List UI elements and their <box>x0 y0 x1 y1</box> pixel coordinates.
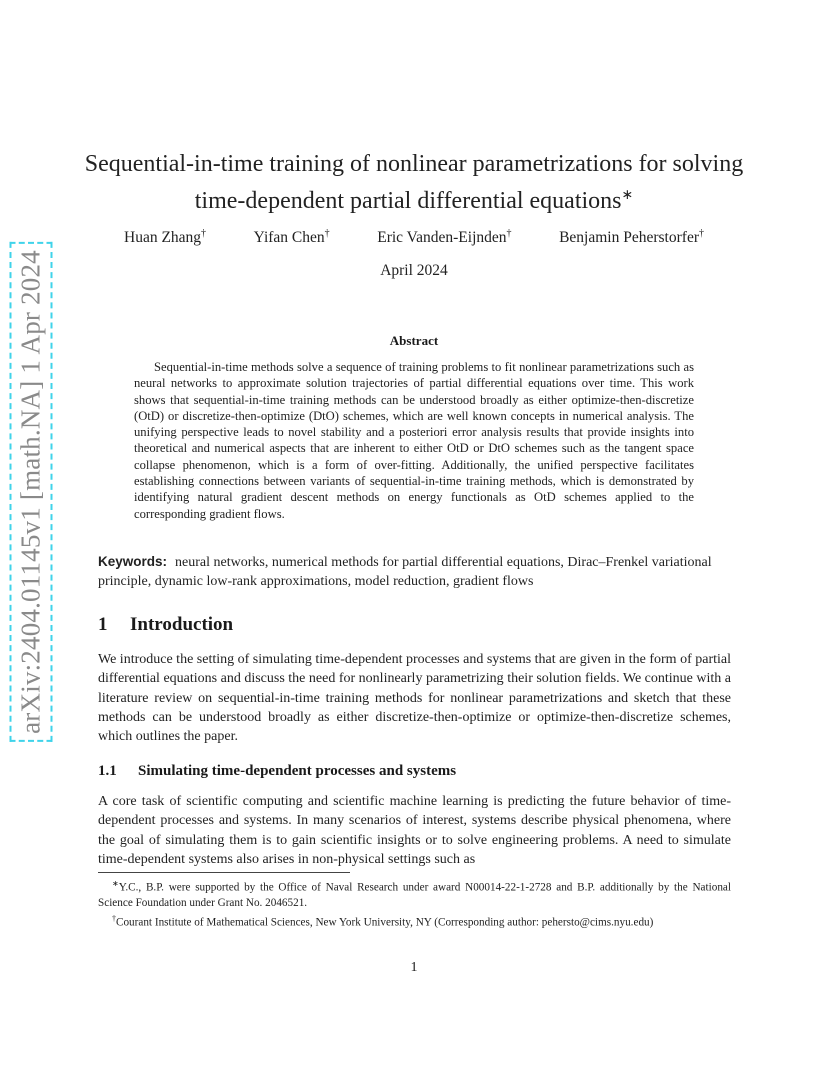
title-line-2: time-dependent partial differential equations∗ <box>194 188 634 214</box>
title-line-1: Sequential-in-time training of nonlinear parametrizations for solving <box>84 151 744 177</box>
author: Eric Vanden-Eijnden† <box>377 228 512 247</box>
author-list <box>100 228 728 247</box>
subsection-heading <box>98 763 456 780</box>
author: Yifan Chen† <box>253 228 330 247</box>
author: Benjamin Peherstorfer† <box>559 228 704 247</box>
section-number: 1 <box>98 614 108 635</box>
keywords-label: Keywords: <box>98 554 168 569</box>
keywords-text: neural networks, numerical methods for partial differential equations, Dirac–Frenkel variational principle, dynamic low-rank approximations, model reduction, gradient flows <box>98 555 712 589</box>
author: Huan Zhang† <box>124 228 207 247</box>
section-heading <box>98 614 233 636</box>
abstract-heading: Abstract <box>389 333 439 348</box>
footnote: †Courant Institute of Mathematical Sciences, New York University, NY (Corresponding author: pehersto@cims.nyu.edu) <box>112 914 654 929</box>
arxiv-stamp[interactable] <box>8 238 54 746</box>
subsection-number: 1.1 <box>98 763 117 779</box>
arxiv-stamp-text[interactable]: arXiv:2404.01145v1 [math.NA] 1 Apr 2024 <box>10 242 53 742</box>
intro-paragraph: We introduce the setting of simulating time-dependent processes and systems that are given in the form of partial differential equations and discuss the need for nonlinearly parametrizing their solution fields. We continue with a literature review on sequential-in-time training methods for nonlinear parametrizations and sketch that these methods can be understood broadly as either discretize-then-optimize or optimize-then-discretize schemes, which outlines the paper. <box>98 652 731 745</box>
section-title: Introduction <box>130 614 234 635</box>
keywords <box>98 552 731 591</box>
paper-title <box>80 148 748 217</box>
subsection-title: Simulating time-dependent processes and systems <box>138 763 457 779</box>
paper-date: April 2024 <box>380 262 448 279</box>
footnote: ∗Y.C., B.P. were supported by the Office of Naval Research under award N00014-22-1-2728 and B.P. additionally by the National Science Foundation under Grant No. 2046521. <box>98 879 731 909</box>
footnote-rule <box>98 872 350 873</box>
footnotes <box>98 876 731 931</box>
abstract-text: Sequential-in-time methods solve a sequence of training problems to fit nonlinear parametrizations such as neural networks to approximate solution trajectories of partial differential equations over time. This work shows that sequential-in-time training methods can be understood broadly as either optimize-then-discretize (OtD) or discretize-then-optimize (DtO) schemes, which are well known concepts in numerical analysis. The unifying perspective leads to novel stability and a posteriori error analysis results that provide insights into theoretical and numerical aspects that are inherent to either OtD or DtO schemes such as the tangent space collapse phenomenon, which is a form of over-fitting. Additionally, the unified perspective facilitates establishing connections between variants of sequential-in-time training methods, which is demonstrated by identifying natural gradient descent methods on energy functionals as OtD schemes applied to the corresponding gradient flows. <box>134 360 694 521</box>
subsection-paragraph: A core task of scientific computing and scientific machine learning is predicting the future behavior of time-dependent processes and systems. In many scenarios of interest, systems describe physical phenomena, where the goal of simulating them is to gain scientific insights or to solve engineering problems. A need to simulate time-dependent systems also arises in non-physical settings such as <box>98 794 731 867</box>
title-footnote-mark: ∗ <box>621 188 634 203</box>
page-number: 1 <box>410 960 418 975</box>
